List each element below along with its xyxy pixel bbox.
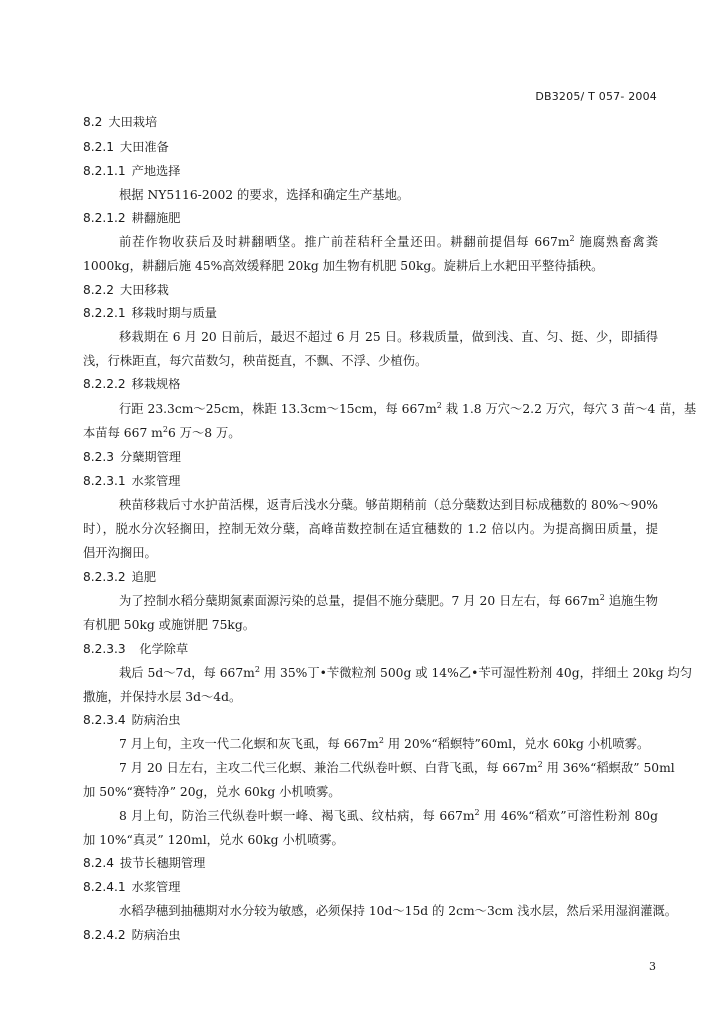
- section-heading: 8.2.3.3 化学除草: [83, 642, 189, 656]
- page-number: 3: [649, 960, 656, 973]
- paragraph-line: 1000kg，耕翻后施 45%高效缓释肥 20kg 加生物有机肥 50kg。旋耕后上水耙田平整待插秧。: [83, 259, 604, 273]
- section-heading: 8.2.3.2 追肥: [83, 570, 157, 584]
- section-heading: 8.2.1 大田准备: [83, 140, 169, 154]
- paragraph-line: 加 50%“赛特净” 20g，兑水 60kg 小机喷雾。: [83, 785, 341, 799]
- paragraph-line: 有机肥 50kg 或施饼肥 75kg。: [83, 618, 256, 632]
- paragraph-line: 栽后 5d～7d，每 $667m^2$ 用 35%丁•苄微粒剂 500g 或 14%乙•苄可湿性粉剂 40g，拌细土 20kg 均匀: [119, 664, 693, 680]
- section-heading: 8.2.2.1 移栽时期与质量: [83, 306, 217, 320]
- paragraph-line: 本苗每 667 $m^26$ 万～8 万。: [83, 424, 241, 440]
- document-code: DB3205/ T 057- 2004: [535, 90, 657, 103]
- section-heading: 8.2.3 分蘖期管理: [83, 450, 181, 464]
- paragraph-line: 前茬作物收获后及时耕翻晒垡。推广前茬秸秆全量还田。耕翻前提倡每 $667m^2$ 施腐熟畜禽粪: [119, 233, 658, 249]
- paragraph-line: 水稻孕穗到抽穗期对水分较为敏感，必须保持 10d～15d 的 2cm～3cm 浅水层，然后采用湿润灌溉。: [119, 904, 678, 918]
- paragraph-line: 根据 NY5116-2002 的要求，选择和确定生产基地。: [119, 188, 410, 202]
- paragraph-line: 撒施，并保持水层 3d～4d。: [83, 690, 242, 704]
- paragraph-line: 为了控制水稻分蘖期氮素面源污染的总量，提倡不施分蘖肥。7 月 20 日左右，每 $667m^2$ 追施生物: [119, 592, 658, 608]
- paragraph-line: 浅，行株距直，每穴苗数匀，秧苗挺直，不飘、不浮、少植伤。: [83, 354, 428, 368]
- section-heading: 8.2.4 拔节长穗期管理: [83, 856, 206, 870]
- section-heading: 8.2.3.4 防病治虫: [83, 713, 181, 727]
- section-heading: 8.2.1.1 产地选择: [83, 164, 181, 178]
- paragraph-line: 倡开沟搁田。: [83, 546, 157, 560]
- section-heading: 8.2.4.1 水浆管理: [83, 880, 181, 894]
- section-heading: 8.2 大田栽培: [83, 115, 158, 129]
- paragraph-line: 7 月上旬，主攻一代二化螟和灰飞虱，每 $667m^2$ 用 20%“稻螟特”60ml，兑水 60kg 小机喷雾。: [119, 735, 650, 751]
- section-heading: 8.2.1.2 耕翻施肥: [83, 211, 181, 225]
- section-heading: 8.2.2 大田移栽: [83, 283, 169, 297]
- paragraph-line: 加 10%“真灵” 120ml，兑水 60kg 小机喷雾。: [83, 833, 344, 847]
- section-heading: 8.2.3.1 水浆管理: [83, 474, 181, 488]
- paragraph-line: 秧苗移栽后寸水护苗活棵，返青后浅水分蘖。够苗期稍前（总分蘖数达到目标成穗数的 80%～90%: [119, 498, 658, 512]
- paragraph-line: 移栽期在 6 月 20 日前后，最迟不超过 6 月 25 日。移栽质量，做到浅、直、匀、挺、少，即插得: [119, 330, 658, 344]
- paragraph-line: 8 月上旬，防治三代纵卷叶螟一峰、褐飞虱、纹枯病，每 $667m^2$ 用 46%“稻欢”可溶性粉剂 80g: [119, 807, 658, 823]
- paragraph-line: 行距 23.3cm～25cm，株距 13.3cm～15cm，每 $667m^2$ 栽 1.8 万穴～2.2 万穴，每穴 3 苗～4 苗，基: [119, 400, 697, 416]
- section-heading: 8.2.4.2 防病治虫: [83, 928, 181, 942]
- paragraph-line: 时），脱水分次轻搁田，控制无效分蘖，高峰苗数控制在适宜穗数的 1.2 倍以内。为提高搁田质量，提: [83, 522, 658, 536]
- paragraph-line: 7 月 20 日左右，主攻二代三化螟、兼治二代纵卷叶螟、白背飞虱，每 $667m^2$ 用 36%“稻螟敌” 50ml: [119, 759, 675, 775]
- section-heading: 8.2.2.2 移栽规格: [83, 377, 181, 391]
